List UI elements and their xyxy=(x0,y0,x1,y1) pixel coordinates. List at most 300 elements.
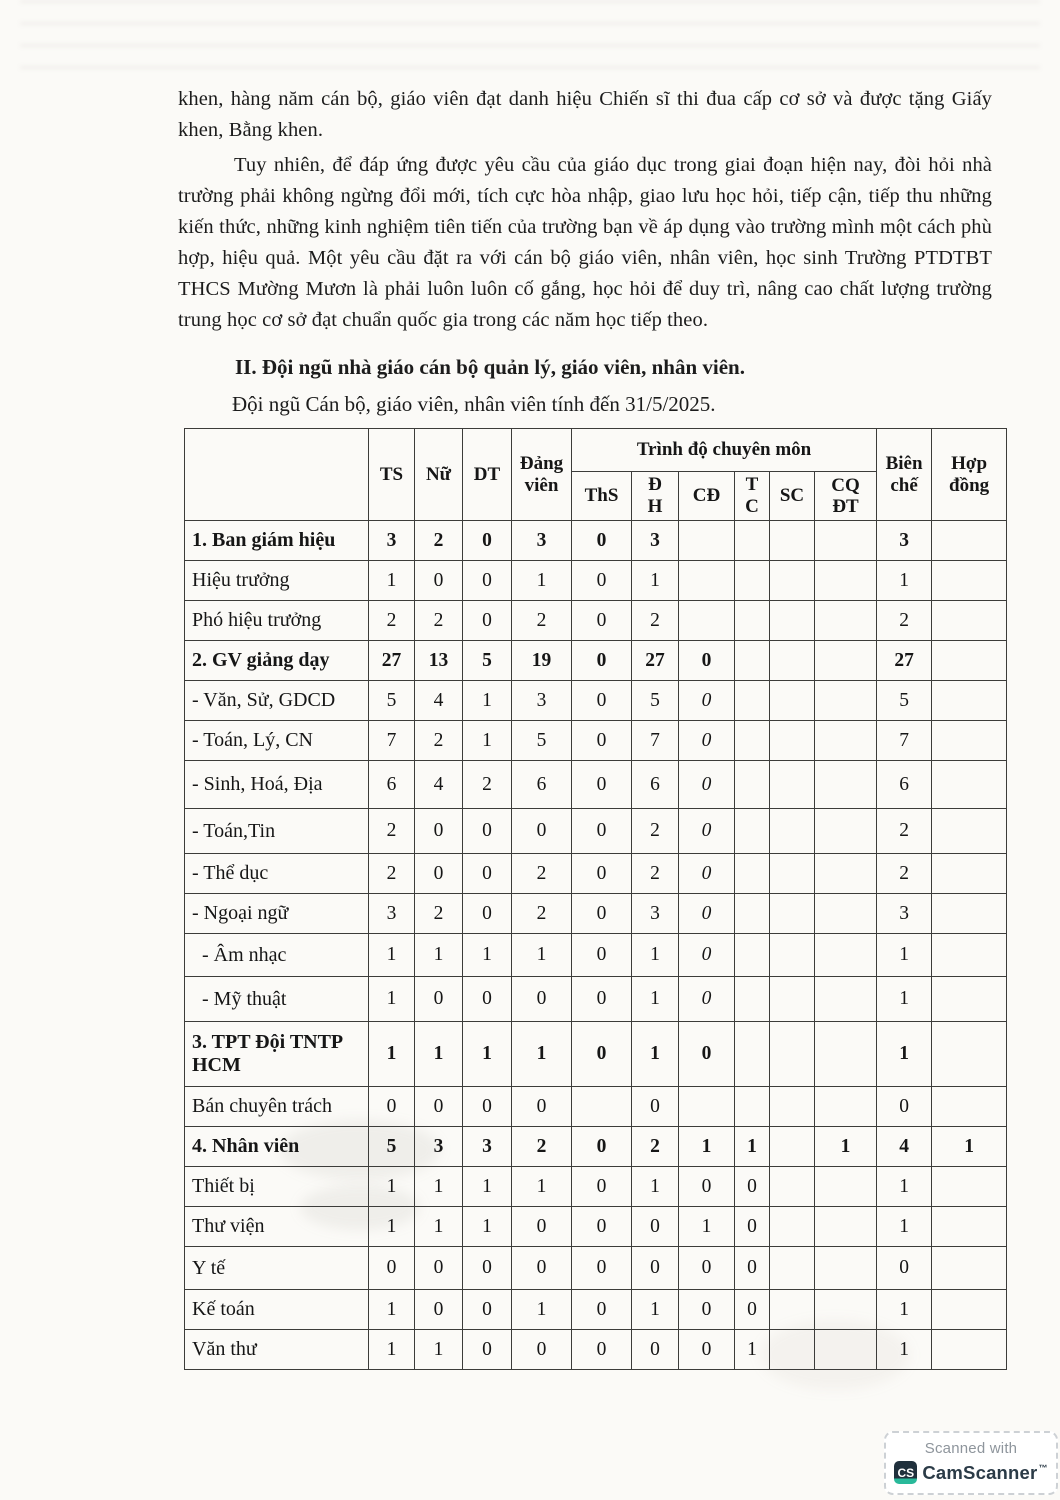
cell-value: 0 xyxy=(679,1167,735,1207)
table-row xyxy=(185,561,1007,601)
cell-value: 0 xyxy=(679,641,735,681)
cell-value xyxy=(770,1290,815,1330)
table-row xyxy=(185,1207,1007,1247)
cell-value: 0 xyxy=(572,721,632,761)
cell-value xyxy=(770,809,815,854)
cell-value xyxy=(679,521,735,561)
cell-value: 2 xyxy=(512,894,572,934)
cell-value: 0 xyxy=(572,681,632,721)
cell-value xyxy=(735,934,770,977)
table-row xyxy=(185,854,1007,894)
cell-value: 1 xyxy=(512,561,572,601)
cell-value xyxy=(735,977,770,1022)
camscanner-logo-icon: CS xyxy=(894,1461,917,1484)
table-row xyxy=(185,721,1007,761)
table-caption: Đội ngũ Cán bộ, giáo viên, nhân viên tính đến 31/5/2025. xyxy=(232,392,716,416)
cell-value: 2 xyxy=(632,854,679,894)
cell-value: 2 xyxy=(369,854,415,894)
cell-value: 6 xyxy=(512,761,572,809)
cell-value: 27 xyxy=(369,641,415,681)
cell-value: 0 xyxy=(415,1247,463,1290)
cell-value xyxy=(735,894,770,934)
cell-value xyxy=(770,1247,815,1290)
row-label: Thư viện xyxy=(185,1207,369,1247)
cell-value xyxy=(770,894,815,934)
cell-value: 0 xyxy=(572,521,632,561)
paragraph-requirements: Tuy nhiên, để đáp ứng được yêu cầu của giáo dục trong giai đoạn hiện nay, đòi hỏi nhà trường phải không ngừng đổi mới, tích cực hòa nhập, giao lưu học hỏi, tiếp cận, tiếp thu những kiến thức, những kinh nghiệm tiên tiến của trường bạn về áp dụng vào trường mình một cách phù hợp, hiệu quả. Một yêu cầu đặt ra với cán bộ giáo viên, nhân viên, học sinh Trường PTDTBT THCS Mường Mươn là phải luôn luôn cố gắng, học hỏi để duy trì, nâng cao chất lượng trường trung học cơ sở đạt chuẩn quốc gia trong các năm học tiếp theo. xyxy=(178,154,992,331)
cell-value: 0 xyxy=(463,854,512,894)
cell-value xyxy=(770,1207,815,1247)
cell-value: 2 xyxy=(415,601,463,641)
cell-value: 2 xyxy=(512,854,572,894)
cell-value xyxy=(932,1087,1007,1127)
cell-value: 0 xyxy=(572,1290,632,1330)
cell-value xyxy=(815,521,877,561)
cell-value: 0 xyxy=(679,1290,735,1330)
cell-value xyxy=(770,1087,815,1127)
cell-value xyxy=(815,809,877,854)
cell-value: 13 xyxy=(415,641,463,681)
cell-value: 2 xyxy=(369,601,415,641)
cell-value: 0 xyxy=(632,1247,679,1290)
cell-value xyxy=(770,641,815,681)
cell-value: 1 xyxy=(369,1207,415,1247)
row-label: Thiết bị xyxy=(185,1167,369,1207)
cell-value: 2 xyxy=(632,1127,679,1167)
cell-value xyxy=(735,854,770,894)
cell-value: 0 xyxy=(572,809,632,854)
cell-value: 0 xyxy=(735,1167,770,1207)
cell-value: 3 xyxy=(632,521,679,561)
cell-value xyxy=(932,1330,1007,1370)
cell-value: 0 xyxy=(463,1087,512,1127)
table-row xyxy=(185,681,1007,721)
cell-value: 2 xyxy=(877,809,932,854)
cell-value: 1 xyxy=(632,1022,679,1087)
cell-value: 0 xyxy=(415,1290,463,1330)
cell-value xyxy=(735,721,770,761)
cell-value xyxy=(735,681,770,721)
cell-value xyxy=(932,854,1007,894)
cell-value: 0 xyxy=(572,854,632,894)
table-row xyxy=(185,894,1007,934)
cell-value xyxy=(735,1087,770,1127)
cell-value xyxy=(815,1247,877,1290)
cell-value: 27 xyxy=(632,641,679,681)
cell-value: 2 xyxy=(877,854,932,894)
cell-value: 1 xyxy=(679,1127,735,1167)
cell-value: 0 xyxy=(679,977,735,1022)
cell-value xyxy=(735,601,770,641)
cell-value: 1 xyxy=(932,1127,1007,1167)
table-row xyxy=(185,934,1007,977)
header-nu: Nữ xyxy=(415,429,463,521)
cell-value xyxy=(932,721,1007,761)
cell-value: 2 xyxy=(632,601,679,641)
cell-value: 1 xyxy=(877,1207,932,1247)
cell-value: 3 xyxy=(877,521,932,561)
row-label: - Thể dục xyxy=(185,854,369,894)
cell-value: 1 xyxy=(415,1330,463,1370)
header-cd: CĐ xyxy=(679,472,735,521)
row-label: 3. TPT Đội TNTP HCM xyxy=(185,1022,369,1087)
cell-value xyxy=(932,1247,1007,1290)
row-label: Hiệu trưởng xyxy=(185,561,369,601)
cell-value xyxy=(770,1330,815,1370)
cell-value: 1 xyxy=(815,1127,877,1167)
row-label: Phó hiệu trưởng xyxy=(185,601,369,641)
table-row xyxy=(185,601,1007,641)
cell-value: 1 xyxy=(735,1330,770,1370)
watermark-app-name: CamScanner™ xyxy=(922,1461,1048,1483)
cell-value xyxy=(735,761,770,809)
cell-value: 0 xyxy=(679,761,735,809)
cell-value: 0 xyxy=(512,1247,572,1290)
header-dh: ĐH xyxy=(632,472,679,521)
table-row xyxy=(185,521,1007,561)
cell-value: 0 xyxy=(679,721,735,761)
cell-value: 0 xyxy=(369,1087,415,1127)
cell-value xyxy=(932,1207,1007,1247)
cell-value: 1 xyxy=(415,934,463,977)
cell-value xyxy=(932,761,1007,809)
cell-value: 0 xyxy=(632,1207,679,1247)
cell-value xyxy=(770,1022,815,1087)
cell-value xyxy=(770,1167,815,1207)
cell-value: 4 xyxy=(877,1127,932,1167)
camscanner-watermark xyxy=(884,1431,1058,1495)
cell-value: 0 xyxy=(463,977,512,1022)
cell-value: 1 xyxy=(369,1290,415,1330)
cell-value: 27 xyxy=(877,641,932,681)
cell-value: 0 xyxy=(512,977,572,1022)
cell-value xyxy=(572,1087,632,1127)
cell-value xyxy=(815,601,877,641)
row-label: - Sinh, Hoá, Địa xyxy=(185,761,369,809)
cell-value: 0 xyxy=(512,809,572,854)
cell-value: 0 xyxy=(463,1290,512,1330)
cell-value: 1 xyxy=(512,1167,572,1207)
cell-value: 1 xyxy=(679,1207,735,1247)
cell-value: 2 xyxy=(512,601,572,641)
table-row xyxy=(185,1290,1007,1330)
cell-value: 0 xyxy=(735,1207,770,1247)
cell-value: 3 xyxy=(369,521,415,561)
cell-value xyxy=(770,761,815,809)
cell-value: 0 xyxy=(572,977,632,1022)
cell-value: 2 xyxy=(415,894,463,934)
cell-value: 0 xyxy=(735,1247,770,1290)
cell-value: 6 xyxy=(632,761,679,809)
row-label: 1. Ban giám hiệu xyxy=(185,521,369,561)
cell-value: 0 xyxy=(679,1022,735,1087)
cell-value: 2 xyxy=(415,521,463,561)
header-empty xyxy=(185,429,369,521)
row-label: Văn thư xyxy=(185,1330,369,1370)
cell-value: 0 xyxy=(572,561,632,601)
header-sc: SC xyxy=(770,472,815,521)
row-label: - Mỹ thuật xyxy=(185,977,369,1022)
cell-value: 0 xyxy=(463,1247,512,1290)
row-label: - Toán,Tin xyxy=(185,809,369,854)
cell-value: 1 xyxy=(512,1022,572,1087)
cell-value: 1 xyxy=(369,1330,415,1370)
cell-value: 1 xyxy=(463,681,512,721)
cell-value xyxy=(770,521,815,561)
cell-value: 0 xyxy=(572,1247,632,1290)
cell-value: 19 xyxy=(512,641,572,681)
cell-value xyxy=(815,977,877,1022)
cell-value: 4 xyxy=(415,761,463,809)
cell-value: 1 xyxy=(877,1290,932,1330)
cell-value xyxy=(815,681,877,721)
cell-value xyxy=(932,641,1007,681)
row-label: 4. Nhân viên xyxy=(185,1127,369,1167)
cell-value: 0 xyxy=(415,561,463,601)
staff-statistics-table xyxy=(184,428,1007,1370)
cell-value xyxy=(932,601,1007,641)
cell-value: 0 xyxy=(679,934,735,977)
cell-value: 1 xyxy=(463,1022,512,1087)
cell-value: 0 xyxy=(463,601,512,641)
cell-value: 0 xyxy=(369,1247,415,1290)
cell-value: 1 xyxy=(369,934,415,977)
cell-value xyxy=(770,934,815,977)
cell-value: 0 xyxy=(877,1087,932,1127)
cell-value xyxy=(932,521,1007,561)
cell-value: 5 xyxy=(369,1127,415,1167)
header-ths: ThS xyxy=(572,472,632,521)
cell-value: 3 xyxy=(369,894,415,934)
cell-value: 0 xyxy=(572,641,632,681)
cell-value: 1 xyxy=(512,934,572,977)
cell-value: 0 xyxy=(679,854,735,894)
cell-value: 0 xyxy=(512,1330,572,1370)
cell-value: 0 xyxy=(463,809,512,854)
cell-value: 1 xyxy=(415,1207,463,1247)
cell-value: 0 xyxy=(415,854,463,894)
cell-value: 6 xyxy=(877,761,932,809)
cell-value: 3 xyxy=(463,1127,512,1167)
cell-value: 1 xyxy=(632,934,679,977)
cell-value: 3 xyxy=(877,894,932,934)
cell-value: 0 xyxy=(512,1087,572,1127)
cell-value: 0 xyxy=(415,809,463,854)
table-row xyxy=(185,1330,1007,1370)
cell-value: 0 xyxy=(679,809,735,854)
cell-value xyxy=(932,681,1007,721)
cell-value: 7 xyxy=(369,721,415,761)
cell-value: 1 xyxy=(877,977,932,1022)
cell-value: 0 xyxy=(463,521,512,561)
header-bien-che: Biên chế xyxy=(877,429,932,521)
row-label: - Âm nhạc xyxy=(185,934,369,977)
cell-value xyxy=(815,1290,877,1330)
table-row xyxy=(185,809,1007,854)
cell-value: 3 xyxy=(512,681,572,721)
cell-value xyxy=(815,641,877,681)
header-dt: DT xyxy=(463,429,512,521)
cell-value: 1 xyxy=(463,721,512,761)
cell-value: 0 xyxy=(679,1247,735,1290)
header-cqdt: CQ ĐT xyxy=(815,472,877,521)
cell-value xyxy=(770,977,815,1022)
cell-value: 1 xyxy=(877,561,932,601)
cell-value: 1 xyxy=(877,1330,932,1370)
cell-value xyxy=(815,721,877,761)
header-dang-vien: Đảng viên xyxy=(512,429,572,521)
cell-value xyxy=(932,809,1007,854)
cell-value: 5 xyxy=(877,681,932,721)
cell-value: 2 xyxy=(877,601,932,641)
cell-value xyxy=(932,1022,1007,1087)
cell-value xyxy=(770,1127,815,1167)
cell-value xyxy=(815,1207,877,1247)
cell-value: 1 xyxy=(415,1022,463,1087)
cell-value: 2 xyxy=(512,1127,572,1167)
trademark-symbol: ™ xyxy=(1038,1463,1048,1474)
cell-value xyxy=(815,561,877,601)
header-tc: TC xyxy=(735,472,770,521)
header-ts: TS xyxy=(369,429,415,521)
table-row xyxy=(185,1247,1007,1290)
cell-value: 0 xyxy=(572,1207,632,1247)
table-row xyxy=(185,977,1007,1022)
cell-value xyxy=(815,1167,877,1207)
cell-value xyxy=(770,721,815,761)
cell-value: 5 xyxy=(512,721,572,761)
cell-value: 2 xyxy=(369,809,415,854)
cell-value: 1 xyxy=(632,1290,679,1330)
cell-value xyxy=(815,761,877,809)
cell-value: 0 xyxy=(679,1330,735,1370)
cell-value: 1 xyxy=(512,1290,572,1330)
table-row xyxy=(185,1127,1007,1167)
cell-value: 5 xyxy=(463,641,512,681)
cell-value xyxy=(932,561,1007,601)
cell-value: 4 xyxy=(415,681,463,721)
cell-value: 0 xyxy=(512,1207,572,1247)
cell-value: 1 xyxy=(632,977,679,1022)
cell-value: 5 xyxy=(632,681,679,721)
cell-value: 2 xyxy=(415,721,463,761)
cell-value: 0 xyxy=(572,894,632,934)
cell-value: 1 xyxy=(735,1127,770,1167)
cell-value xyxy=(932,977,1007,1022)
cell-value xyxy=(932,1167,1007,1207)
cell-value: 1 xyxy=(369,977,415,1022)
row-label: Kế toán xyxy=(185,1290,369,1330)
cell-value: 1 xyxy=(369,1167,415,1207)
cell-value: 1 xyxy=(632,1167,679,1207)
cell-value: 0 xyxy=(572,1127,632,1167)
cell-value xyxy=(770,854,815,894)
cell-value: 7 xyxy=(632,721,679,761)
table-row xyxy=(185,1022,1007,1087)
cell-value: 0 xyxy=(463,894,512,934)
cell-value xyxy=(815,1022,877,1087)
header-hop-dong: Hợp đồng xyxy=(932,429,1007,521)
cell-value: 1 xyxy=(877,1022,932,1087)
cell-value xyxy=(679,601,735,641)
cell-value: 1 xyxy=(463,1167,512,1207)
cell-value: 3 xyxy=(512,521,572,561)
cell-value: 2 xyxy=(463,761,512,809)
row-label: Y tế xyxy=(185,1247,369,1290)
cell-value: 0 xyxy=(572,1167,632,1207)
cell-value: 0 xyxy=(572,934,632,977)
cell-value xyxy=(735,521,770,561)
cell-value: 2 xyxy=(632,809,679,854)
cell-value xyxy=(770,601,815,641)
cell-value xyxy=(735,1022,770,1087)
cell-value: 3 xyxy=(415,1127,463,1167)
row-label: - Văn, Sử, GDCD xyxy=(185,681,369,721)
section-heading: II. Đội ngũ nhà giáo cán bộ quản lý, giáo viên, nhân viên. xyxy=(235,355,745,379)
cell-value: 0 xyxy=(415,977,463,1022)
cell-value: 1 xyxy=(632,561,679,601)
cell-value: 1 xyxy=(877,1167,932,1207)
scan-artifact xyxy=(20,0,1040,78)
table-row xyxy=(185,1167,1007,1207)
cell-value: 0 xyxy=(679,894,735,934)
cell-value: 0 xyxy=(572,761,632,809)
row-label: - Ngoại ngữ xyxy=(185,894,369,934)
cell-value xyxy=(932,894,1007,934)
cell-value xyxy=(735,641,770,681)
cell-value xyxy=(735,561,770,601)
cell-value xyxy=(815,1330,877,1370)
cell-value: 1 xyxy=(369,1022,415,1087)
cell-value: 0 xyxy=(572,601,632,641)
watermark-scanned-with: Scanned with xyxy=(924,1440,1018,1457)
cell-value: 5 xyxy=(369,681,415,721)
row-label: 2. GV giảng dạy xyxy=(185,641,369,681)
cell-value: 0 xyxy=(735,1290,770,1330)
cell-value xyxy=(770,681,815,721)
cell-value: 1 xyxy=(369,561,415,601)
cell-value: 0 xyxy=(679,681,735,721)
cell-value: 0 xyxy=(877,1247,932,1290)
table-row xyxy=(185,761,1007,809)
row-label: - Toán, Lý, CN xyxy=(185,721,369,761)
row-label: Bán chuyên trách xyxy=(185,1087,369,1127)
cell-value: 0 xyxy=(572,1330,632,1370)
cell-value: 3 xyxy=(632,894,679,934)
table-row xyxy=(185,641,1007,681)
cell-value xyxy=(679,1087,735,1127)
cell-value: 7 xyxy=(877,721,932,761)
cell-value: 1 xyxy=(463,934,512,977)
cell-value: 1 xyxy=(877,934,932,977)
header-group-trinh-do: Trình độ chuyên môn xyxy=(572,429,877,472)
cell-value: 0 xyxy=(632,1087,679,1127)
cell-value: 0 xyxy=(463,1330,512,1370)
cell-value: 0 xyxy=(415,1087,463,1127)
table-row xyxy=(185,1087,1007,1127)
cell-value: 1 xyxy=(463,1207,512,1247)
cell-value xyxy=(815,1087,877,1127)
cell-value xyxy=(815,854,877,894)
cell-value xyxy=(770,561,815,601)
cell-value: 1 xyxy=(415,1167,463,1207)
paragraph-continuation: khen, hàng năm cán bộ, giáo viên đạt danh hiệu Chiến sĩ thi đua cấp cơ sở và được tặng Giấy khen, Bằng khen. xyxy=(178,88,992,141)
cell-value xyxy=(932,1290,1007,1330)
cell-value: 0 xyxy=(572,1022,632,1087)
cell-value xyxy=(679,561,735,601)
cell-value: 0 xyxy=(463,561,512,601)
cell-value: 0 xyxy=(632,1330,679,1370)
